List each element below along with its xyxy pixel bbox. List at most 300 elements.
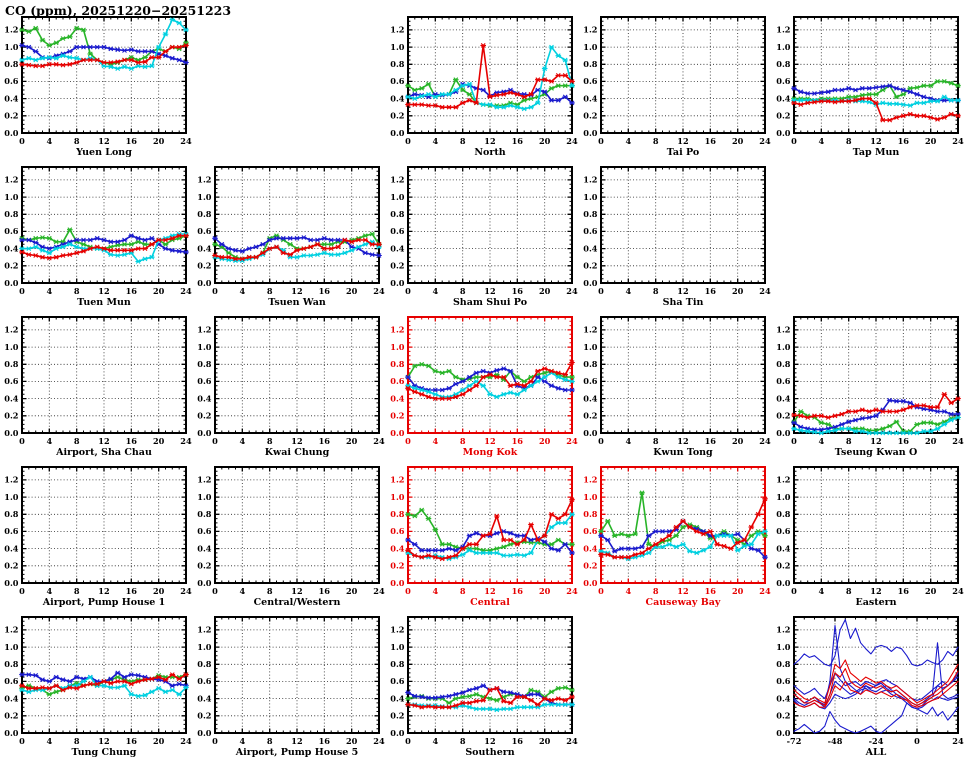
x-tick-label: 4 xyxy=(818,136,825,146)
x-tick-label: 24 xyxy=(180,436,192,446)
grid-lines xyxy=(601,17,765,133)
y-tick-label: 0.6 xyxy=(583,76,598,87)
y-tick-label: 0.8 xyxy=(197,509,212,520)
x-tick-label: 20 xyxy=(152,586,165,596)
y-tick-label: 0.8 xyxy=(583,509,598,520)
x-tick-label: -48 xyxy=(827,736,843,746)
y-tick-label: 0.4 xyxy=(4,543,19,554)
x-tick-label: 12 xyxy=(677,586,689,596)
x-tick-label: 8 xyxy=(652,286,659,296)
x-tick-label: 16 xyxy=(897,586,910,596)
subplot-title: Airport, Pump House 1 xyxy=(42,597,166,608)
y-tick-label: 0.2 xyxy=(4,110,19,121)
y-tick-label: 0.6 xyxy=(583,376,598,387)
x-tick-label: 0 xyxy=(19,436,25,446)
y-tick-label: 0.0 xyxy=(390,427,405,438)
x-tick-label: 16 xyxy=(318,586,331,596)
x-tick-label: 0 xyxy=(19,286,25,296)
x-tick-label: 24 xyxy=(952,136,964,146)
x-tick-label: 8 xyxy=(459,286,466,296)
y-tick-label: 0.2 xyxy=(390,110,405,121)
x-tick-label: 12 xyxy=(870,136,882,146)
y-tick-label: 0.6 xyxy=(583,226,598,237)
x-tick-label: 0 xyxy=(212,286,218,296)
x-tick-label: 20 xyxy=(152,286,165,296)
y-tick-label: 1.0 xyxy=(197,641,212,652)
x-tick-label: 8 xyxy=(266,286,273,296)
x-tick-label: 0 xyxy=(598,436,604,446)
y-tick-label: 1.2 xyxy=(197,174,212,185)
y-tick-label: 1.2 xyxy=(390,474,405,485)
y-tick-label: 0.8 xyxy=(583,359,598,370)
y-tick-label: 0.8 xyxy=(776,659,791,670)
y-tick-label: 0.6 xyxy=(197,676,212,687)
subplot-airport-pump-house-5 xyxy=(193,610,386,760)
grid-lines xyxy=(408,17,572,133)
series-line-tseung-kwan-o-green xyxy=(794,412,958,432)
x-tick-label: 24 xyxy=(759,586,771,596)
x-tick-label: 16 xyxy=(318,286,331,296)
y-tick-label: 1.0 xyxy=(583,341,598,352)
y-tick-label: 0.6 xyxy=(197,526,212,537)
y-tick-label: 0.8 xyxy=(197,359,212,370)
x-tick-label: -72 xyxy=(786,736,802,746)
x-tick-label: 12 xyxy=(484,586,496,596)
x-tick-label: 24 xyxy=(180,586,192,596)
x-tick-label: 8 xyxy=(845,436,852,446)
x-tick-label: 16 xyxy=(704,286,717,296)
y-tick-label: 0.2 xyxy=(776,110,791,121)
x-tick-label: 20 xyxy=(538,136,551,146)
grid-lines xyxy=(215,467,379,583)
x-tick-label: 24 xyxy=(759,136,771,146)
y-tick-label: 1.2 xyxy=(776,324,791,335)
y-tick-label: 0.4 xyxy=(583,243,598,254)
subplot-all xyxy=(772,610,965,760)
y-tick-label: 1.0 xyxy=(4,191,19,202)
x-tick-label: 16 xyxy=(511,136,524,146)
x-tick-label: 8 xyxy=(73,736,80,746)
x-tick-label: 8 xyxy=(652,586,659,596)
subplot-tseung-kwan-o xyxy=(772,310,965,460)
y-tick-label: 0.0 xyxy=(583,427,598,438)
x-tick-label: 0 xyxy=(405,586,411,596)
subplot-canvas-kwai-chung xyxy=(193,310,386,460)
x-tick-label: 12 xyxy=(677,436,689,446)
subplot-canvas-north xyxy=(386,10,579,160)
x-tick-label: 16 xyxy=(897,436,910,446)
grid-lines xyxy=(22,17,186,133)
subplot-title: Eastern xyxy=(855,597,897,608)
y-tick-label: 0.0 xyxy=(390,127,405,138)
x-tick-label: 4 xyxy=(46,136,53,146)
y-tick-label: 1.0 xyxy=(776,41,791,52)
x-tick-label: 4 xyxy=(625,286,632,296)
y-tick-label: 1.2 xyxy=(4,624,19,635)
subplot-sha-tin xyxy=(579,160,772,310)
y-tick-label: 0.0 xyxy=(390,277,405,288)
x-tick-label: 0 xyxy=(19,136,25,146)
y-tick-label: 0.2 xyxy=(4,260,19,271)
y-tick-label: 0.6 xyxy=(197,226,212,237)
grid-lines xyxy=(22,317,186,433)
subplot-canvas-tai-po xyxy=(579,10,772,160)
x-tick-label: 8 xyxy=(459,586,466,596)
x-tick-label: 12 xyxy=(291,736,303,746)
subplot-title: Tsuen Wan xyxy=(268,297,326,308)
subplot-title: Tung Chung xyxy=(71,747,137,758)
y-tick-label: 0.4 xyxy=(4,243,19,254)
subplot-canvas-tuen-mun xyxy=(0,160,193,310)
y-tick-label: 1.0 xyxy=(4,341,19,352)
y-tick-label: 0.0 xyxy=(4,127,19,138)
y-tick-label: 0.8 xyxy=(4,659,19,670)
subplot-canvas-kwun-tong xyxy=(579,310,772,460)
y-tick-label: 0.6 xyxy=(390,76,405,87)
y-tick-label: 1.0 xyxy=(390,41,405,52)
x-tick-label: 20 xyxy=(731,136,744,146)
y-tick-label: 1.0 xyxy=(4,641,19,652)
x-tick-label: 0 xyxy=(405,286,411,296)
x-tick-label: 20 xyxy=(731,436,744,446)
x-tick-label: 4 xyxy=(625,436,632,446)
x-tick-label: 12 xyxy=(484,436,496,446)
x-tick-label: 20 xyxy=(152,436,165,446)
y-tick-label: 1.0 xyxy=(390,641,405,652)
grid-lines xyxy=(794,467,958,583)
y-tick-label: 0.8 xyxy=(390,659,405,670)
x-tick-label: 20 xyxy=(538,286,551,296)
y-tick-label: 0.6 xyxy=(776,676,791,687)
subplot-title: North xyxy=(474,147,506,158)
y-tick-label: 0.8 xyxy=(4,509,19,520)
y-tick-label: 0.2 xyxy=(197,260,212,271)
grid-lines xyxy=(215,167,379,283)
grid-lines xyxy=(794,617,958,733)
x-tick-label: -24 xyxy=(868,736,884,746)
y-tick-label: 0.4 xyxy=(390,693,405,704)
y-tick-label: 0.8 xyxy=(583,209,598,220)
y-tick-label: 1.0 xyxy=(4,41,19,52)
x-tick-label: 8 xyxy=(73,586,80,596)
x-tick-label: 4 xyxy=(432,436,439,446)
x-tick-label: 4 xyxy=(239,436,246,446)
subplot-canvas-central-western xyxy=(193,460,386,610)
subplot-kwun-tong xyxy=(579,310,772,460)
x-tick-label: 20 xyxy=(538,436,551,446)
subplot-canvas-airport-pump-house-5 xyxy=(193,610,386,760)
subplot-title: Kwai Chung xyxy=(264,447,330,458)
x-tick-label: 8 xyxy=(73,436,80,446)
y-tick-label: 0.4 xyxy=(776,93,791,104)
subplot-north xyxy=(386,10,579,160)
subplot-central-western xyxy=(193,460,386,610)
x-tick-label: 24 xyxy=(566,136,578,146)
y-tick-label: 0.6 xyxy=(4,376,19,387)
y-tick-label: 0.8 xyxy=(390,59,405,70)
x-tick-label: 16 xyxy=(897,136,910,146)
x-tick-label: 8 xyxy=(73,286,80,296)
x-tick-label: 0 xyxy=(212,436,218,446)
y-tick-label: 0.4 xyxy=(4,93,19,104)
y-tick-label: 0.0 xyxy=(583,577,598,588)
subplot-tung-chung xyxy=(0,610,193,760)
y-tick-label: 0.2 xyxy=(776,560,791,571)
x-tick-label: 0 xyxy=(405,736,411,746)
subplot-title: Causeway Bay xyxy=(645,597,721,608)
y-tick-label: 1.0 xyxy=(583,191,598,202)
x-tick-label: 12 xyxy=(98,286,110,296)
x-tick-label: 24 xyxy=(759,286,771,296)
y-tick-label: 0.0 xyxy=(776,127,791,138)
y-tick-label: 0.4 xyxy=(390,243,405,254)
subplot-title: Tseung Kwan O xyxy=(834,447,918,458)
y-tick-label: 0.6 xyxy=(583,526,598,537)
x-tick-label: 4 xyxy=(625,136,632,146)
y-tick-label: 0.4 xyxy=(4,693,19,704)
x-tick-label: 20 xyxy=(152,736,165,746)
y-tick-label: 1.2 xyxy=(776,474,791,485)
y-tick-label: 0.2 xyxy=(390,710,405,721)
x-tick-label: 0 xyxy=(212,586,218,596)
y-tick-label: 0.2 xyxy=(776,710,791,721)
x-tick-label: 16 xyxy=(125,286,138,296)
y-tick-label: 1.0 xyxy=(583,491,598,502)
x-tick-label: 24 xyxy=(952,586,964,596)
x-tick-label: 12 xyxy=(98,736,110,746)
x-tick-label: 12 xyxy=(677,286,689,296)
subplot-title: Sham Shui Po xyxy=(452,297,528,308)
subplot-canvas-all xyxy=(772,610,965,760)
y-tick-label: 0.8 xyxy=(390,359,405,370)
y-tick-label: 0.0 xyxy=(776,427,791,438)
y-tick-label: 0.6 xyxy=(776,526,791,537)
subplot-tuen-mun xyxy=(0,160,193,310)
x-tick-label: 16 xyxy=(125,436,138,446)
y-tick-label: 0.4 xyxy=(390,93,405,104)
x-tick-label: 20 xyxy=(538,586,551,596)
y-tick-label: 1.2 xyxy=(390,174,405,185)
series-line-tseung-kwan-o-blue xyxy=(794,400,958,429)
y-tick-label: 0.6 xyxy=(390,226,405,237)
x-tick-label: 8 xyxy=(652,136,659,146)
y-tick-label: 0.0 xyxy=(390,727,405,738)
y-tick-label: 1.2 xyxy=(197,474,212,485)
y-tick-label: 1.2 xyxy=(776,24,791,35)
y-tick-label: 0.0 xyxy=(776,577,791,588)
y-tick-label: 0.8 xyxy=(776,59,791,70)
subplot-title: Mong Kok xyxy=(462,447,518,458)
y-tick-label: 1.2 xyxy=(390,24,405,35)
x-tick-label: 16 xyxy=(125,586,138,596)
subplot-canvas-southern xyxy=(386,610,579,760)
y-tick-label: 0.0 xyxy=(583,277,598,288)
subplot-canvas-eastern xyxy=(772,460,965,610)
y-tick-label: 0.6 xyxy=(4,676,19,687)
x-tick-label: 24 xyxy=(566,436,578,446)
y-tick-label: 0.2 xyxy=(583,410,598,421)
x-tick-label: 4 xyxy=(625,586,632,596)
grid-lines xyxy=(22,167,186,283)
subplot-airport-sha-chau xyxy=(0,310,193,460)
subplot-tsuen-wan xyxy=(193,160,386,310)
x-tick-label: 0 xyxy=(19,586,25,596)
x-tick-label: 24 xyxy=(373,286,385,296)
x-tick-label: 16 xyxy=(318,436,331,446)
y-tick-label: 0.2 xyxy=(583,110,598,121)
y-tick-label: 0.6 xyxy=(4,526,19,537)
y-tick-label: 0.2 xyxy=(583,560,598,571)
grid-lines xyxy=(22,467,186,583)
y-tick-label: 1.0 xyxy=(583,41,598,52)
y-tick-label: 0.4 xyxy=(776,393,791,404)
x-tick-label: 24 xyxy=(759,436,771,446)
y-tick-label: 0.2 xyxy=(197,410,212,421)
subplot-title: Yuen Long xyxy=(76,147,132,158)
x-tick-label: 8 xyxy=(652,436,659,446)
y-tick-label: 0.4 xyxy=(197,393,212,404)
y-tick-label: 0.2 xyxy=(197,560,212,571)
x-tick-label: 4 xyxy=(46,736,53,746)
subplot-title: ALL xyxy=(865,747,887,758)
x-tick-label: 12 xyxy=(484,286,496,296)
y-tick-label: 0.0 xyxy=(4,277,19,288)
y-tick-label: 1.2 xyxy=(583,24,598,35)
x-tick-label: 4 xyxy=(432,286,439,296)
x-tick-label: 12 xyxy=(291,586,303,596)
x-tick-label: 16 xyxy=(704,436,717,446)
x-tick-label: 16 xyxy=(511,436,524,446)
y-tick-label: 1.2 xyxy=(390,624,405,635)
x-tick-label: 20 xyxy=(152,136,165,146)
x-tick-label: 0 xyxy=(212,736,218,746)
x-tick-label: 24 xyxy=(180,136,192,146)
subplot-title: Tai Po xyxy=(666,147,700,158)
x-tick-label: 12 xyxy=(677,136,689,146)
subplot-title: Tap Mun xyxy=(852,147,900,158)
y-tick-label: 0.8 xyxy=(4,359,19,370)
y-tick-label: 0.4 xyxy=(4,393,19,404)
y-tick-label: 1.2 xyxy=(776,624,791,635)
y-tick-label: 0.4 xyxy=(583,543,598,554)
y-tick-label: 0.4 xyxy=(390,543,405,554)
x-tick-label: 20 xyxy=(345,736,358,746)
grid-lines xyxy=(408,617,572,733)
y-tick-label: 0.4 xyxy=(197,543,212,554)
subplot-title: Tuen Mun xyxy=(77,297,131,308)
x-tick-label: 4 xyxy=(818,436,825,446)
subplot-canvas-sha-tin xyxy=(579,160,772,310)
y-tick-label: 1.2 xyxy=(583,174,598,185)
y-tick-label: 1.2 xyxy=(4,24,19,35)
subplot-title: Kwun Tong xyxy=(653,447,713,458)
y-tick-label: 0.8 xyxy=(390,209,405,220)
y-tick-label: 1.0 xyxy=(776,641,791,652)
y-tick-label: 1.0 xyxy=(390,341,405,352)
x-tick-label: 12 xyxy=(484,736,496,746)
x-tick-label: 4 xyxy=(818,586,825,596)
x-tick-label: 12 xyxy=(98,586,110,596)
x-tick-label: 24 xyxy=(566,286,578,296)
x-tick-label: 20 xyxy=(924,136,937,146)
x-tick-label: 0 xyxy=(405,436,411,446)
subplot-causeway-bay xyxy=(579,460,772,610)
y-tick-label: 1.0 xyxy=(197,341,212,352)
y-tick-label: 0.4 xyxy=(776,543,791,554)
x-tick-label: 24 xyxy=(373,736,385,746)
y-tick-label: 1.0 xyxy=(4,491,19,502)
grid-lines xyxy=(794,17,958,133)
x-tick-label: 12 xyxy=(870,436,882,446)
x-tick-label: 12 xyxy=(291,436,303,446)
grid-lines xyxy=(215,317,379,433)
subplot-title: Central/Western xyxy=(253,597,341,608)
x-tick-label: 24 xyxy=(373,436,385,446)
x-tick-label: 0 xyxy=(914,736,920,746)
y-tick-label: 0.8 xyxy=(776,359,791,370)
y-tick-label: 0.0 xyxy=(197,427,212,438)
x-tick-label: 4 xyxy=(46,586,53,596)
subplot-kwai-chung xyxy=(193,310,386,460)
y-tick-label: 1.0 xyxy=(390,191,405,202)
subplot-canvas-central xyxy=(386,460,579,610)
y-tick-label: 0.6 xyxy=(4,76,19,87)
y-tick-label: 1.2 xyxy=(390,324,405,335)
subplot-mong-kok xyxy=(386,310,579,460)
y-tick-label: 0.6 xyxy=(390,526,405,537)
x-tick-label: 20 xyxy=(345,436,358,446)
y-tick-label: 0.4 xyxy=(583,393,598,404)
x-tick-label: 0 xyxy=(598,136,604,146)
y-tick-label: 0.6 xyxy=(197,376,212,387)
grid-lines xyxy=(601,467,765,583)
y-tick-label: 0.6 xyxy=(776,76,791,87)
y-tick-label: 1.0 xyxy=(197,191,212,202)
x-tick-label: 8 xyxy=(266,436,273,446)
y-tick-label: 0.2 xyxy=(4,560,19,571)
page-title: CO (ppm), 20251220−20251223 xyxy=(5,3,232,18)
x-tick-label: 12 xyxy=(484,136,496,146)
x-tick-label: 4 xyxy=(239,286,246,296)
y-tick-label: 1.0 xyxy=(197,491,212,502)
x-tick-label: 4 xyxy=(432,586,439,596)
y-tick-label: 1.2 xyxy=(4,324,19,335)
subplot-canvas-tap-mun xyxy=(772,10,965,160)
y-tick-label: 0.2 xyxy=(583,260,598,271)
subplot-airport-pump-house-1 xyxy=(0,460,193,610)
x-tick-label: 20 xyxy=(924,436,937,446)
y-tick-label: 1.2 xyxy=(583,324,598,335)
y-tick-label: 0.4 xyxy=(390,393,405,404)
subplot-canvas-yuen-long xyxy=(0,10,193,160)
y-tick-label: 0.8 xyxy=(197,659,212,670)
y-tick-label: 0.6 xyxy=(390,676,405,687)
x-tick-label: 0 xyxy=(598,586,604,596)
x-tick-label: 24 xyxy=(180,286,192,296)
subplot-canvas-tsuen-wan xyxy=(193,160,386,310)
grid-lines xyxy=(601,317,765,433)
subplot-sham-shui-po xyxy=(386,160,579,310)
x-tick-label: 4 xyxy=(239,736,246,746)
y-tick-label: 0.4 xyxy=(776,693,791,704)
x-tick-label: 0 xyxy=(405,136,411,146)
subplot-yuen-long xyxy=(0,10,193,160)
y-tick-label: 0.0 xyxy=(197,277,212,288)
y-tick-label: 0.8 xyxy=(390,509,405,520)
y-tick-label: 1.2 xyxy=(197,624,212,635)
y-tick-label: 0.4 xyxy=(197,693,212,704)
y-tick-label: 0.6 xyxy=(4,226,19,237)
